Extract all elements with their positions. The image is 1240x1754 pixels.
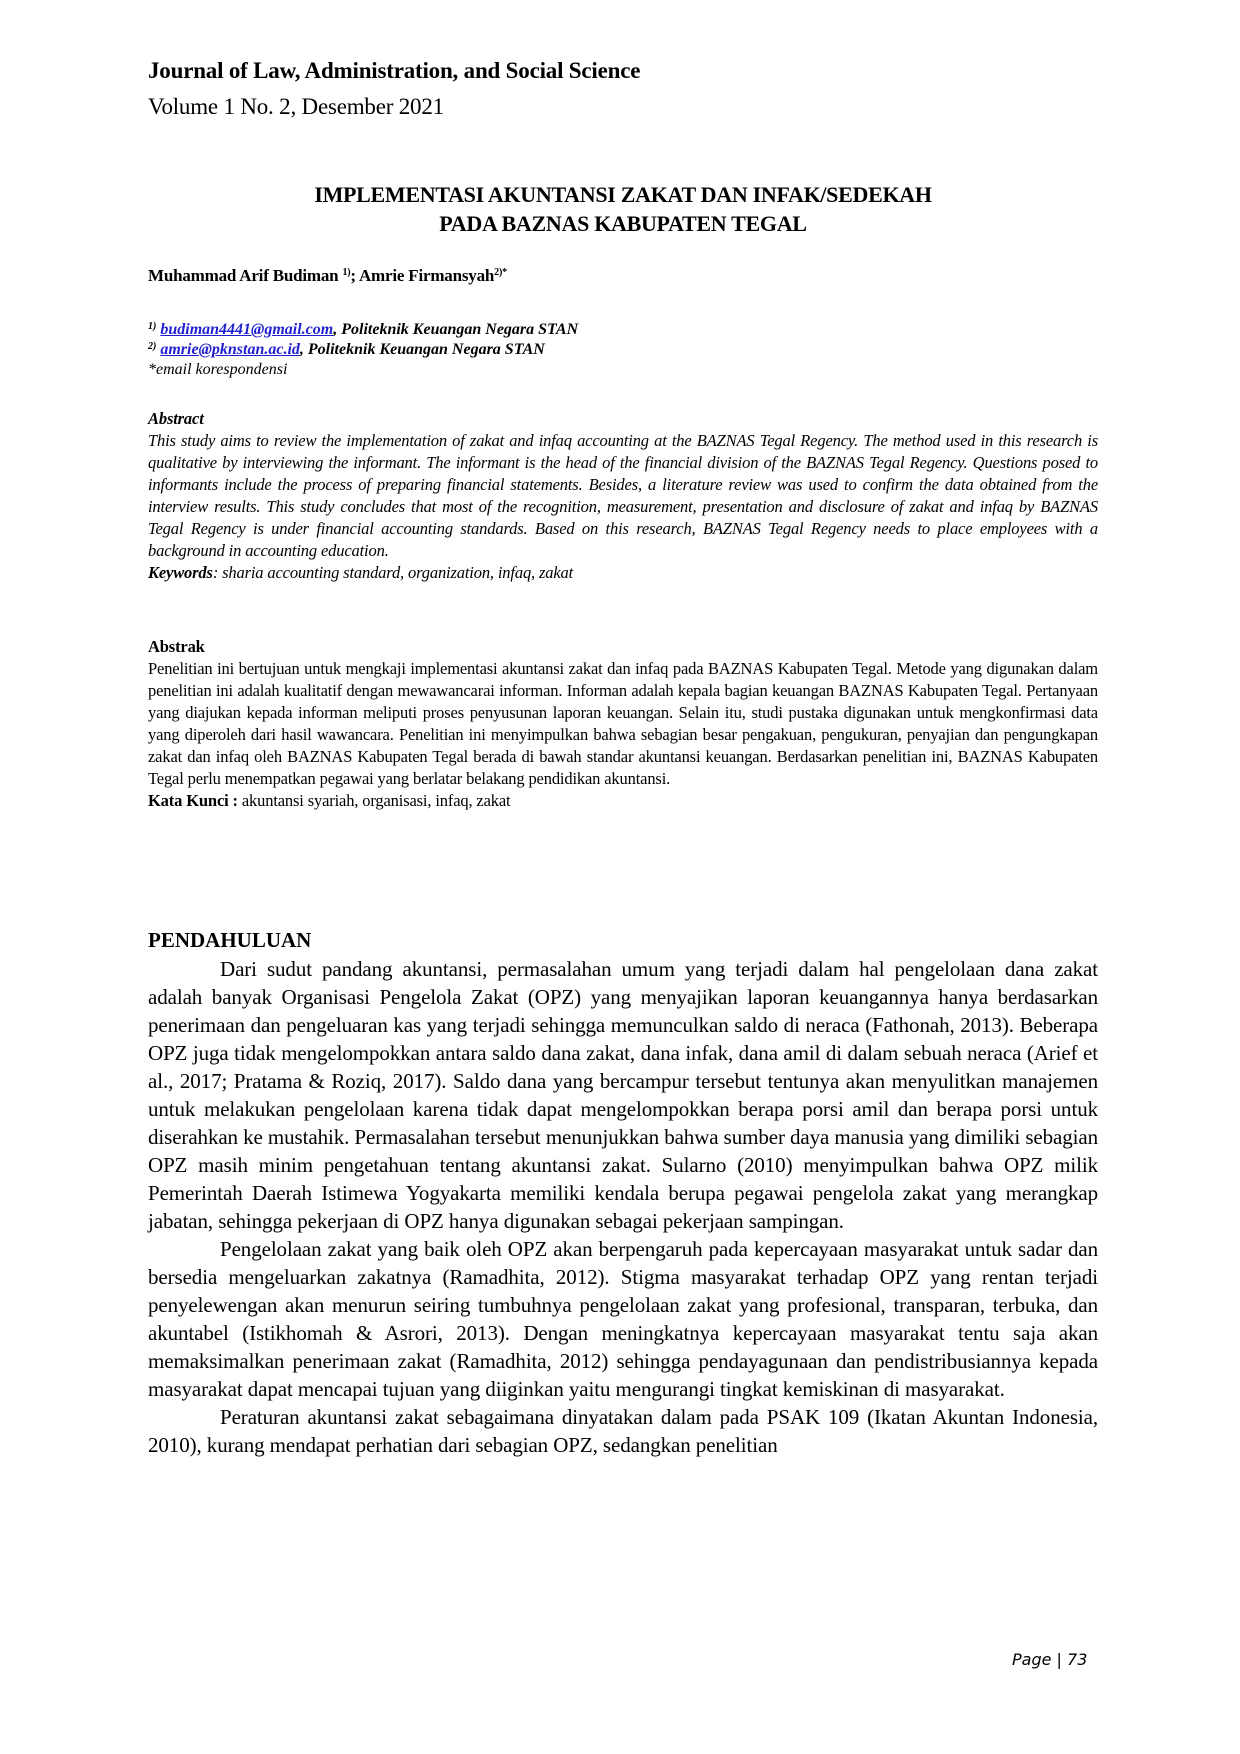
affiliation-mark: 1) [148, 321, 157, 332]
kata-kunci-label: Kata Kunci : [148, 791, 238, 810]
body-paragraph: Peraturan akuntansi zakat sebagaimana dinyatakan dalam pada PSAK 109 (Ikatan Akuntan Indonesia, 2010), kurang mendapat perhatian dari sebagian OPZ, sedangkan penelitian [148, 1405, 1098, 1457]
affiliation-item [148, 340, 578, 360]
journal-title: Journal of Law, Administration, and Social Science [148, 58, 641, 83]
author-affiliation-mark: 2)* [494, 267, 507, 278]
correspondence-note: *email korespondensi [148, 361, 288, 378]
affiliation-institution: , Politeknik Keuangan Negara STAN [333, 321, 579, 338]
author-name: Amrie Firmansyah [358, 266, 495, 285]
affiliations [148, 320, 578, 380]
abstract-text: This study aims to review the implementation of zakat and infaq accounting at the BAZNAS Tegal Regency. The method used in this research is qualitative by interviewing the informant. The informant is the head of the financial division of the BAZNAS Tegal Regency. Questions posed to informants include the process of preparing financial statements. Besides, a literature review was used to confirm the data obtained from the interview results. This study concludes that most of the recognition, measurement, presentation and disclosure of zakat and infaq by BAZNAS Tegal Regency is under financial accounting standards. Based on this research, BAZNAS Tegal Regency needs to place employees with a background in accounting education. [148, 431, 1098, 560]
keywords-text: : sharia accounting standard, organization, infaq, zakat [212, 563, 574, 582]
author-affiliation-mark: 1) [342, 267, 351, 278]
affiliation-institution: , Politeknik Keuangan Negara STAN [299, 341, 545, 358]
paper-title-line-2: PADA BAZNAS KABUPATEN TEGAL [439, 211, 807, 236]
abstrak-heading: Abstrak [148, 637, 205, 656]
paper-title-line-1: IMPLEMENTASI AKUNTANSI ZAKAT DAN INFAK/SEDEKAH [314, 182, 932, 207]
keywords-line [148, 562, 1098, 584]
abstract-heading: Abstract [148, 409, 204, 428]
paper-title [148, 180, 1098, 238]
kata-kunci-text: akuntansi syariah, organisasi, infaq, zakat [237, 791, 511, 810]
page-number: Page | 73 [1012, 1650, 1088, 1669]
affiliation-mark: 2) [148, 341, 157, 352]
body-paragraph: Pengelolaan zakat yang baik oleh OPZ akan berpengaruh pada kepercayaan masyarakat untuk sadar dan bersedia mengeluarkan zakatnya (Ramadhita, 2012). Stigma masyarakat terhadap OPZ yang rentan terjadi penyelewengan akan menurun seiring tumbuhnya pengelolaan zakat yang profesional, transparan, terbuka, dan akuntabel (Istikhomah & Asrori, 2013). Dengan meningkatnya kepercayaan masyarakat tentu saja akan memaksimalkan penerimaan zakat (Ramadhita, 2012) sehingga pendayagunaan dan pendistribusiannya kepada masyarakat dapat mencapai tujuan yang diiginkan yaitu mengurangi tingkat kemiskinan di masyarakat. [148, 1237, 1098, 1401]
keywords-label: Keywords [148, 563, 213, 582]
section-heading-pendahuluan: PENDAHULUAN [148, 928, 312, 952]
abstrak-text: Penelitian ini bertujuan untuk mengkaji implementasi akuntansi zakat dan infaq pada BAZNAS Kabupaten Tegal. Metode yang digunakan dalam penelitian ini adalah kualitatif dengan mewawancarai informan. Informan adalah kepala bagian keuangan BAZNAS Kabupaten Tegal. Pertanyaan yang diajukan kepada informan meliputi proses penyusunan laporan keuangan. Selain itu, studi pustaka digunakan untuk mengkonfirmasi data yang diperoleh dari hasil wawancara. Penelitian ini menyimpulkan bahwa sebagian besar pengakuan, pengukuran, penyajian dan pengungkapan zakat dan infaq oleh BAZNAS Kabupaten Tegal berada di bawah standar akuntansi keuangan. Berdasarkan penelitian ini, BAZNAS Kabupaten Tegal perlu menempatkan pegawai yang berlatar belakang pendidikan akuntansi. [148, 659, 1098, 788]
kata-kunci-line [148, 790, 1098, 812]
author-list [148, 266, 507, 286]
abstract-english [148, 408, 1098, 584]
affiliation-item [148, 320, 578, 340]
author-separator: ; [350, 266, 356, 285]
author-email-link[interactable]: budiman4441@gmail.com [160, 321, 334, 338]
author-name: Muhammad Arif Budiman [148, 266, 339, 285]
body-paragraph: Dari sudut pandang akuntansi, permasalahan umum yang terjadi dalam hal pengelolaan dana zakat adalah banyak Organisasi Pengelola Zakat (OPZ) yang menyajikan laporan keuangannya hanya berdasarkan penerimaan dan pengeluaran kas yang terjadi sehingga memunculkan saldo di neraca (Fathonah, 2013). Beberapa OPZ juga tidak mengelompokkan antara saldo dana zakat, dana infak, dana amil di dalam sebuah neraca (Arief et al., 2017; Pratama & Roziq, 2017). Saldo dana yang bercampur tersebut tentunya akan menyulitkan manajemen untuk melakukan pengelolaan karena tidak dapat mengelompokkan berapa porsi amil dan berapa porsi untuk diserahkan ke mustahik. Permasalahan tersebut menunjukkan bahwa sumber daya manusia yang dimiliki sebagian OPZ masih minim pengetahuan tentang akuntansi zakat. Sularno (2010) menyimpulkan bahwa OPZ milik Pemerintah Daerah Istimewa Yogyakarta memiliki kendala berupa pegawai pengelola zakat yang merangkap jabatan, sehingga pekerjaan di OPZ hanya digunakan sebagai pekerjaan sampingan. [148, 957, 1098, 1233]
journal-volume: Volume 1 No. 2, Desember 2021 [148, 94, 444, 119]
author-email-link[interactable]: amrie@pknstan.ac.id [160, 341, 300, 358]
introduction-body [148, 955, 1098, 1459]
abstract-indonesian [148, 636, 1098, 812]
